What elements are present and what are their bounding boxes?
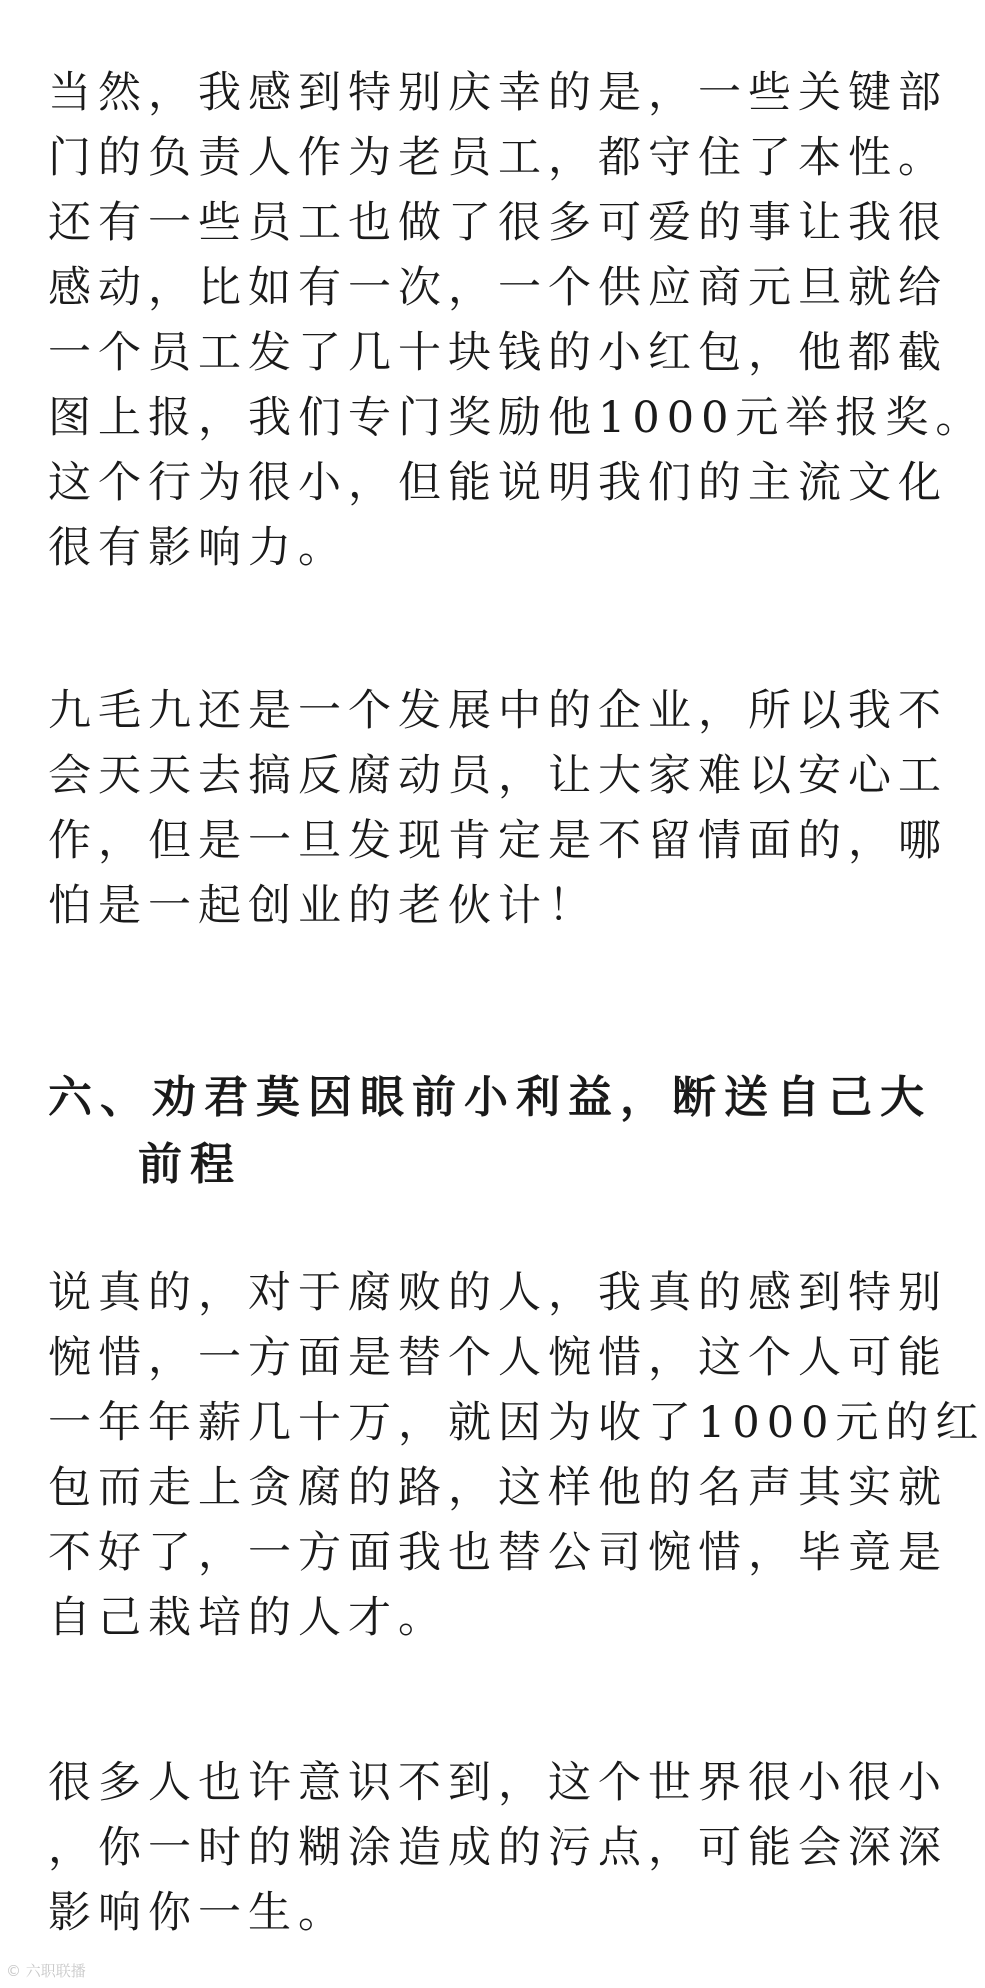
watermark: © 六职联播 xyxy=(6,1962,86,1980)
paragraph-line: 会天天去搞反腐动员，让大家难以安心工 xyxy=(48,751,948,801)
paragraph-line: 九毛九还是一个发展中的企业，所以我不 xyxy=(48,686,948,736)
paragraph-line: 感动，比如有一次，一个供应商元旦就给 xyxy=(48,263,948,313)
section-heading-line: 六、劝君莫因眼前小利益，断送自己大 xyxy=(48,1072,932,1123)
paragraph-line: 一年年薪几十万，就因为收了1000元的红 xyxy=(48,1398,985,1448)
paragraph-line: 很有影响力。 xyxy=(48,523,348,573)
paragraph-line: 还有一些员工也做了很多可爱的事让我很 xyxy=(48,198,948,248)
paragraph-line: 包而走上贪腐的路，这样他的名声其实就 xyxy=(48,1463,948,1513)
paragraph-line: 门的负责人作为老员工，都守住了本性。 xyxy=(48,133,948,183)
paragraph-line: 不好了，一方面我也替公司惋惜，毕竟是 xyxy=(48,1528,948,1578)
paragraph-line: 自己栽培的人才。 xyxy=(48,1593,448,1643)
paragraph-line: 图上报，我们专门奖励他1000元举报奖。 xyxy=(48,393,985,443)
paragraph-line: 说真的，对于腐败的人，我真的感到特别 xyxy=(48,1268,948,1318)
paragraph-line: 一个员工发了几十块钱的小红包，他都截 xyxy=(48,328,948,378)
paragraph-line: 这个行为很小，但能说明我们的主流文化 xyxy=(48,458,948,508)
paragraph-line: 当然，我感到特别庆幸的是，一些关键部 xyxy=(48,68,948,118)
section-heading-line: 前程 xyxy=(138,1139,242,1190)
paragraph-line: 惋惜，一方面是替个人惋惜，这个人可能 xyxy=(48,1333,948,1383)
paragraph-line: 影响你一生。 xyxy=(48,1888,348,1938)
paragraph-line: 很多人也许意识不到，这个世界很小很小 xyxy=(48,1758,948,1808)
paragraph-line: 作，但是一旦发现肯定是不留情面的，哪 xyxy=(48,816,948,866)
paragraph-line: ，你一时的糊涂造成的污点，可能会深深 xyxy=(48,1823,948,1873)
paragraph-line: 怕是一起创业的老伙计！ xyxy=(48,881,598,931)
